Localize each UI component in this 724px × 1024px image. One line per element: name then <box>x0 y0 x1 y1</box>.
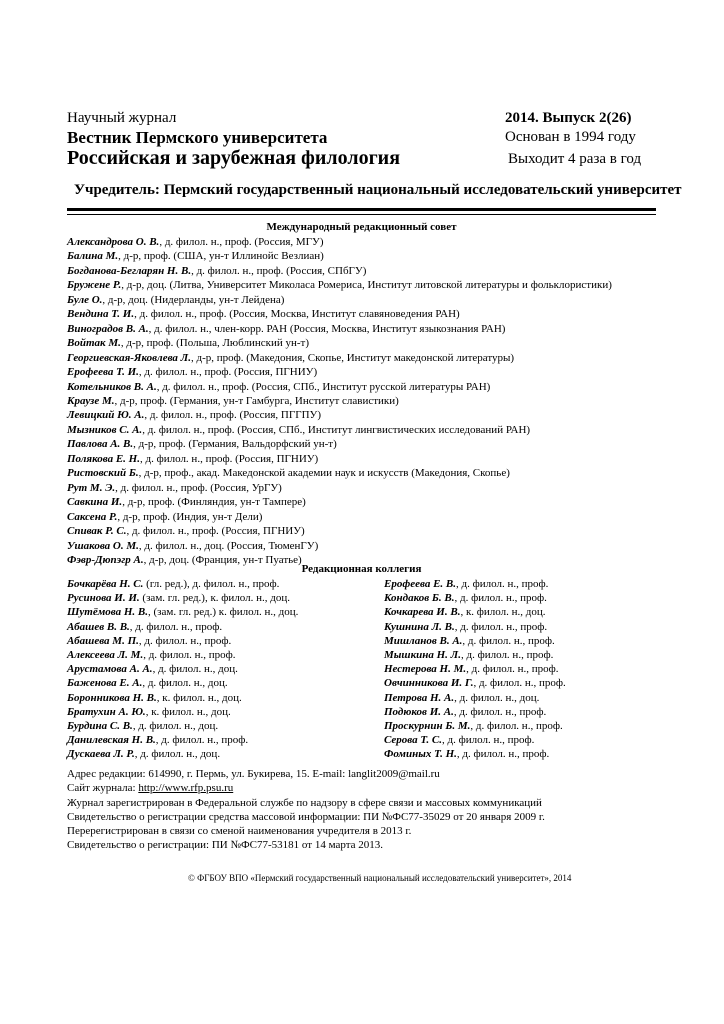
member-info: , д. филол. н., проф. <box>456 748 550 761</box>
editorial-info <box>67 767 545 853</box>
member-info: , д. филол. н., проф. <box>460 649 554 662</box>
member-info: , д. филол. н., проф. (Россия, УрГУ) <box>115 481 282 494</box>
list-item <box>384 676 566 690</box>
member-name: Бружене Р. <box>67 279 122 292</box>
member-name: Петрова Н. А. <box>384 691 455 704</box>
member-name: Мышкина Н. Л. <box>384 649 461 662</box>
list-item <box>67 249 612 263</box>
member-info: , д. филол. н., доц. <box>134 748 221 761</box>
member-name: Ерофеева Т. И. <box>67 366 139 379</box>
list-item <box>67 510 612 524</box>
list-item <box>67 676 298 690</box>
member-info: (зам. гл. ред.), к. филол. н., доц. <box>139 592 291 605</box>
member-name: Левицкий Ю. А. <box>67 409 145 422</box>
member-name: Савкина И. <box>67 496 123 509</box>
member-name: Рут М. Э. <box>67 481 116 494</box>
list-item <box>67 577 298 591</box>
member-info: , д. филол. н., проф. <box>442 734 535 747</box>
list-item <box>67 452 612 466</box>
member-info: , д. филол. н., проф. (Россия, СПб., Институт русской литературы РАН) <box>156 380 491 393</box>
member-info: , к. филол. н., доц. <box>145 705 231 718</box>
member-name: Котельников В. А. <box>67 380 157 393</box>
publication-frequency: Выходит 4 раза в год <box>508 151 642 167</box>
list-item <box>384 634 566 648</box>
member-name: Бурдина С. В. <box>67 720 133 733</box>
member-name: Мызников С. А. <box>67 423 143 436</box>
member-name: Богданова-Бегларян Н. В. <box>67 264 192 277</box>
list-item <box>384 719 566 733</box>
member-info: , д. филол. н., проф. (Россия, Москва, Институт славяноведения РАН) <box>134 308 460 321</box>
member-info: , д-р, проф. (Финляндия, ун-т Тампере) <box>122 496 306 509</box>
member-info: , д. филол. н., проф. (Россия, СПбГУ) <box>191 264 367 277</box>
member-name: Буле О. <box>67 293 103 306</box>
member-info: , д. филол. н., доц. <box>142 677 228 690</box>
list-item <box>67 705 298 719</box>
list-item <box>67 293 612 307</box>
member-info: , д. филол. н., доц. (Россия, ТюменГУ) <box>138 539 319 552</box>
member-info: , д. филол. н., проф. <box>155 734 249 747</box>
list-item <box>67 747 298 761</box>
member-info: , д. филол. н., проф. (Россия, ПГНИУ) <box>139 452 319 465</box>
member-name: Братухин А. Ю. <box>67 705 146 718</box>
list-item <box>67 235 612 249</box>
journal-name: Вестник Пермского университета <box>67 128 328 147</box>
list-item <box>67 605 298 619</box>
list-item <box>67 662 298 676</box>
board-list-right <box>384 577 566 762</box>
list-item <box>384 691 566 705</box>
list-item <box>67 733 298 747</box>
header-rule-thick <box>67 208 656 211</box>
list-item <box>384 577 566 591</box>
member-info: , д. филол. н., проф. <box>473 677 566 690</box>
member-info: , д. филол. н., член-корр. РАН (Россия, Москва, Институт языкознания РАН) <box>148 322 506 335</box>
member-info: , д. филол. н., проф. <box>462 634 555 647</box>
member-name: Ристовский Б. <box>67 467 139 480</box>
editorial-address: Адрес редакции: 614990, г. Пермь, ул. Букирева, 15. E-mail: langlit2009@mail.ru <box>67 768 440 780</box>
copyright: © ФГБОУ ВПО «Пермский государственный национальный исследовательский университет», 2014 <box>188 873 572 883</box>
member-name: Алексеева Л. М. <box>67 649 144 662</box>
member-name: Краузе М. <box>67 394 115 407</box>
member-info: , д-р, проф. (Германия, ун-т Гамбурга, Институт славистики) <box>114 394 399 407</box>
member-name: Данилевская Н. В. <box>67 734 156 747</box>
list-item <box>67 437 612 451</box>
member-info: , д. филол. н., проф. <box>138 634 232 647</box>
member-name: Фэвр-Дюпэгр А. <box>67 553 144 566</box>
member-name: Серова Т. С. <box>384 734 442 747</box>
list-item <box>384 733 566 747</box>
registration-certificate-2: Свидетельство о регистрации: ПИ №ФС77-53181 от 14 марта 2013. <box>67 839 384 852</box>
member-name: Александрова О. В. <box>67 236 160 248</box>
list-item <box>384 705 566 719</box>
list-item <box>67 691 298 705</box>
member-info: , д. филол. н., проф. <box>454 592 547 605</box>
member-info: , д-р, доц. (Нидерланды, ун-т Лейдена) <box>102 293 285 306</box>
member-info: , д-р, проф. (Индия, ун-т Дели) <box>117 510 263 523</box>
list-item <box>384 605 566 619</box>
member-name: Павлова А. В. <box>67 438 134 451</box>
member-name: Абашева М. П. <box>67 634 139 647</box>
council-list <box>67 235 612 567</box>
journal-series: Российская и зарубежная филология <box>67 147 401 169</box>
list-item <box>67 307 612 321</box>
member-info: , д-р, проф. (США, ун-т Иллинойс Везлиан) <box>118 250 324 263</box>
list-item <box>67 394 612 408</box>
list-item <box>67 634 298 648</box>
list-item <box>67 408 612 422</box>
member-info: , д. филол. н., проф. (Россия, ПГНИУ) <box>126 525 305 538</box>
member-info: , к. филол. н., доц. <box>156 691 242 704</box>
list-item <box>67 365 612 379</box>
list-item <box>67 648 298 662</box>
member-info: , д-р, проф. (Македония, Скопье, Институт македонской литературы) <box>190 351 515 364</box>
council-title: Международный редакционный совет <box>266 221 457 233</box>
member-name: Боронникова Н. В. <box>67 691 157 704</box>
list-item <box>67 278 612 292</box>
member-name: Овчинникова И. Г. <box>384 677 474 690</box>
header-rule-thin <box>67 214 656 215</box>
member-name: Кочкарева И. В. <box>384 606 461 619</box>
member-name: Нестерова Н. М. <box>384 663 467 676</box>
member-name: Виноградов В. А. <box>67 322 149 335</box>
member-name: Баженова Е. А. <box>67 677 143 690</box>
member-name: Кондаков Б. В. <box>384 592 455 605</box>
founder-line: Учредитель: Пермский государственный национальный исследовательский университет <box>74 182 682 198</box>
member-name: Подюков И. А. <box>384 705 454 718</box>
member-name: Русинова И. И. <box>67 592 140 605</box>
member-name: Ерофеева Е. В. <box>384 578 456 590</box>
list-item <box>384 591 566 605</box>
member-info: , д. филол. н., проф. <box>466 663 559 676</box>
list-item <box>67 620 298 634</box>
journal-type: Научный журнал <box>67 110 177 126</box>
member-info: , д-р, проф. (Польша, Люблинский ун-т) <box>120 337 310 350</box>
list-item <box>67 495 612 509</box>
member-name: Кушнина Л. В. <box>384 620 455 633</box>
member-info: , д. филол. н., проф. (Россия, ПГГПУ) <box>144 409 321 422</box>
member-info: , д. филол. н., проф. (Россия, СПб., Институт лингвистических исследований РАН) <box>142 423 531 436</box>
member-name: Фоминых Т. Н. <box>384 748 457 761</box>
member-name: Спивак Р. С. <box>67 525 127 538</box>
member-info: , д. филол. н., проф. (Россия, МГУ) <box>159 236 324 248</box>
member-info: , (зам. гл. ред.) к. филол. н., доц. <box>147 606 299 619</box>
list-item <box>384 747 566 761</box>
reregistration-note: Перерегистрирован в связи со сменой наименования учредителя в 2013 г. <box>67 825 412 838</box>
list-item <box>67 336 612 350</box>
list-item <box>67 524 612 538</box>
issue-number: 2014. Выпуск 2(26) <box>505 110 632 126</box>
list-item <box>67 481 612 495</box>
list-item <box>67 351 612 365</box>
member-name: Вендина Т. И. <box>67 308 135 321</box>
registration-note: Журнал зарегистрирован в Федеральной службе по надзору в сфере связи и массовых коммуникаций <box>67 796 542 809</box>
member-name: Георгиевская-Яковлева Л. <box>67 351 191 364</box>
member-name: Дускаева Л. Р. <box>67 748 135 761</box>
member-name: Проскурнин Б. М. <box>384 720 471 733</box>
board-title: Редакционная коллегия <box>301 563 422 575</box>
member-info: , д. филол. н., проф. <box>456 578 549 590</box>
member-name: Саксена Р. <box>67 510 118 523</box>
list-item <box>384 620 566 634</box>
member-info: , д. филол. н., доц. <box>454 691 540 704</box>
member-info: , д. филол. н., доц. <box>152 663 238 676</box>
member-info: , д-р, проф. (Германия, Вальдорфский ун-т) <box>133 438 337 451</box>
list-item <box>67 539 612 553</box>
site-label: Сайт журнала: <box>67 782 139 795</box>
member-info: , д-р, доц. (Литва, Университет Миколаса Ромериса, Институт литовской литературы и фольклористики) <box>121 279 612 292</box>
member-info: , д. филол. н., проф. <box>454 620 548 633</box>
member-info: , д. филол. н., проф. (Россия, ПГНИУ) <box>138 366 318 379</box>
list-item <box>67 264 612 278</box>
member-info: , д. филол. н., проф. <box>143 649 236 662</box>
member-info: , д. филол. н., доц. <box>132 720 219 733</box>
member-info: , д. филол. н., проф. <box>129 620 223 633</box>
member-info: (гл. ред.), д. филол. н., проф. <box>143 578 280 590</box>
member-name: Шутёмова Н. В. <box>67 606 148 619</box>
member-info: , к. филол. н., доц. <box>460 606 546 619</box>
member-name: Балина М. <box>67 250 119 263</box>
member-name: Мишланов В. А. <box>384 634 463 647</box>
member-name: Ушакова О. М. <box>67 539 139 552</box>
member-name: Абашев В. В. <box>67 620 130 633</box>
member-name: Полякова Е. Н. <box>67 452 140 465</box>
member-info: , д-р, проф., акад. Македонской академии наук и искусств (Македония, Скопье) <box>138 467 510 480</box>
site-link[interactable]: http://www.rfp.psu.ru <box>138 782 234 795</box>
list-item <box>67 322 612 336</box>
member-name: Бочкарёва Н. С. <box>67 578 144 590</box>
board-list-left <box>67 577 298 762</box>
registration-certificate-1: Свидетельство о регистрации средства массовой информации: ПИ №ФС77-35029 от 20 января 2009 г. <box>67 810 545 823</box>
list-item <box>67 423 612 437</box>
list-item <box>67 380 612 394</box>
member-info: , д. филол. н., проф. <box>470 720 563 733</box>
member-info: , д-р, доц. (Франция, ун-т Пуатье) <box>143 553 302 566</box>
list-item <box>67 719 298 733</box>
member-name: Арустамова А. А. <box>67 663 153 676</box>
list-item <box>67 591 298 605</box>
list-item <box>384 648 566 662</box>
member-info: , д. филол. н., проф. <box>453 705 547 718</box>
founded-year: Основан в 1994 году <box>505 129 636 145</box>
list-item <box>384 662 566 676</box>
journal-site <box>67 781 545 795</box>
list-item <box>67 466 612 480</box>
member-name: Войтак М. <box>67 337 121 350</box>
